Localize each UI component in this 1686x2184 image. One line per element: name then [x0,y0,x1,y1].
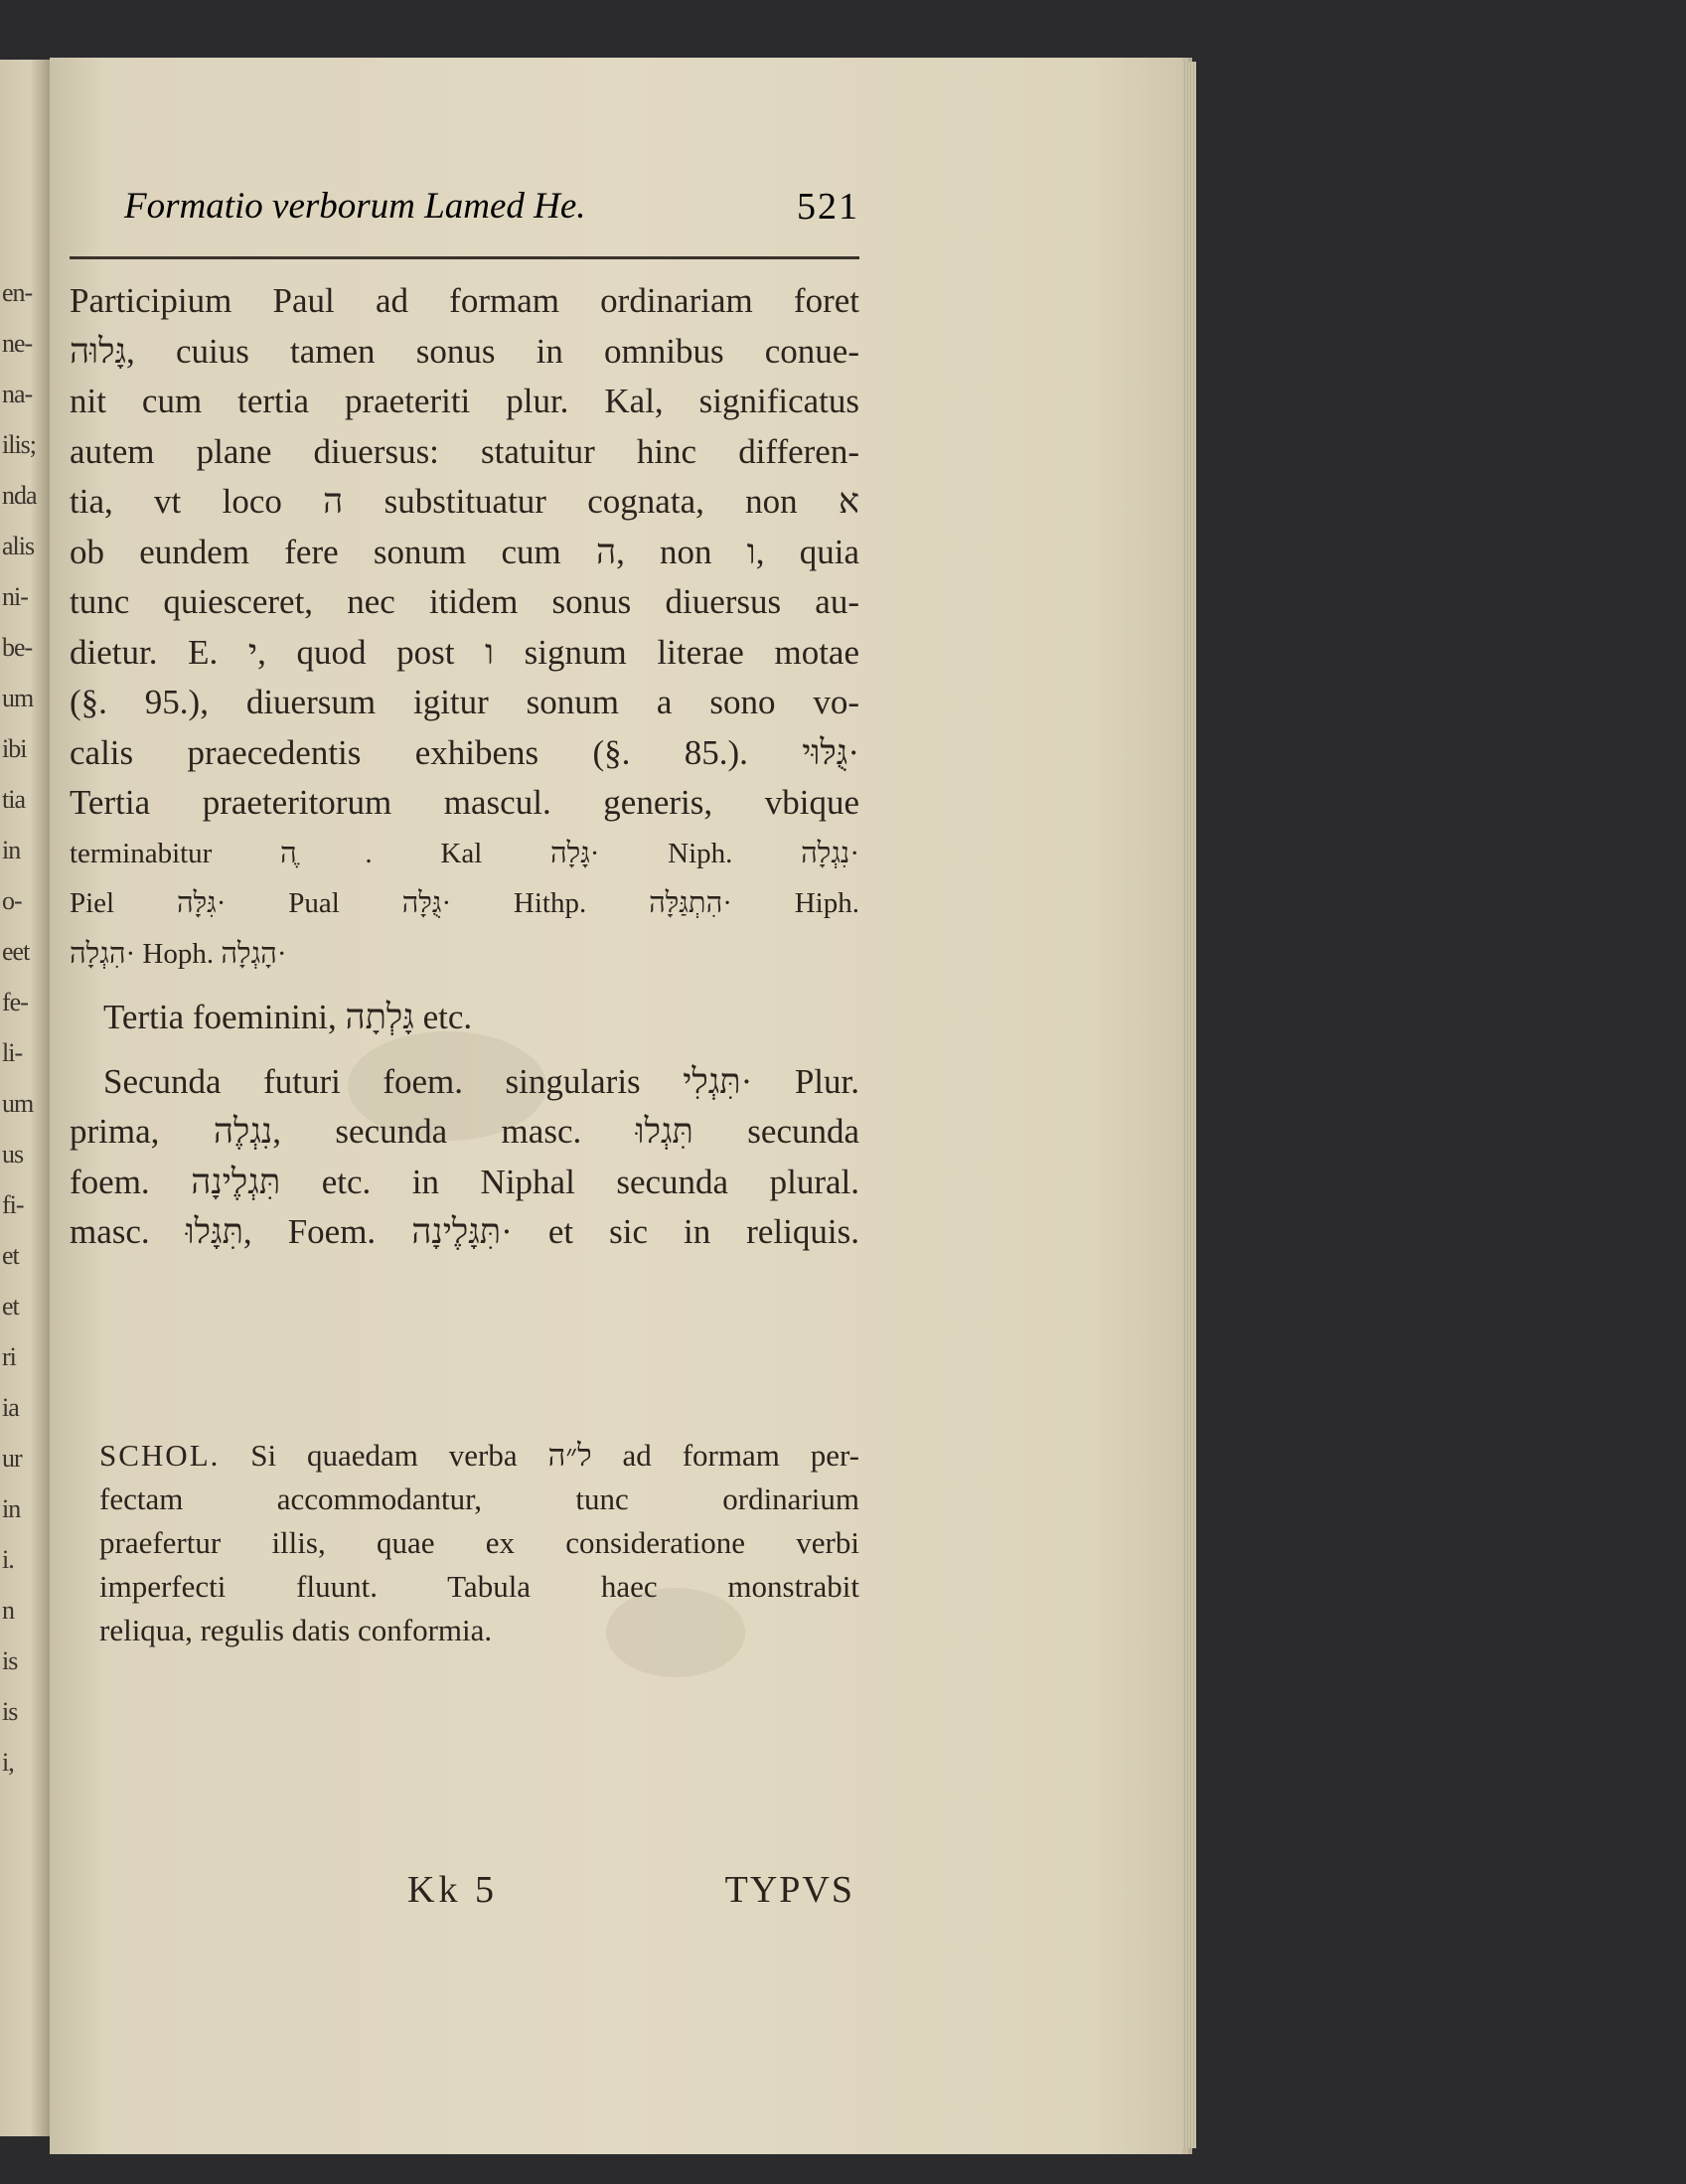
scholion-line: praefertur illis, quae ex consideratione verbi [99,1525,859,1560]
page-edge [1182,62,1196,2148]
text-line: tunc quiesceret, nec itidem sonus diuersus au- [70,582,859,621]
margin-fragment: in [2,1494,21,1523]
text-line: prima, נִגְלֶה, secunda masc. תִּגְלוּ secunda [70,1112,860,1151]
text-line-tertia-foem: Tertia foeminini, גָּלְתָה etc. [103,998,473,1036]
margin-fragment: o- [2,886,22,915]
scholion-label: SCHOL. [99,1438,221,1473]
scholion-line: reliqua, regulis datis conformia. [99,1613,493,1647]
margin-fragment: ia [2,1393,19,1422]
margin-fragment: en- [2,278,33,307]
text-line: גָּלוּה, cuius tamen sonus in omnibus conue- [70,331,859,371]
margin-fragment: et [2,1241,19,1270]
text-line: (§. 95.), diuersum igitur sonum a sono vo- [70,683,859,721]
scholion-line: imperfecti fluunt. Tabula haec monstrabit [99,1569,859,1604]
text-line: ob eundem fere sonum cum ה, non ו, quia [70,532,860,571]
margin-fragment: li- [2,1038,23,1067]
text-line: Tertia praeteritorum mascul. generis, vbique [70,783,859,822]
margin-fragment: us [2,1140,24,1169]
text-line: terminabitur ה ֶ. Kal גָּלָה· Niph. נִגְלָה· [70,837,860,869]
margin-fragment: i, [2,1748,14,1777]
text-line: autem plane diuersus: statuitur hinc differen- [70,431,859,471]
margin-fragment: i. [2,1545,14,1574]
signature-mark: Kk 5 [407,1869,498,1911]
margin-fragment: ne- [2,329,33,358]
margin-fragment: is [2,1646,18,1675]
previous-page-edge [0,60,50,2136]
margin-fragment: um [2,684,34,712]
margin-fragment: ri [2,1342,16,1371]
margin-fragment: ibi [2,734,27,763]
main-text [70,276,859,1258]
margin-fragment: fi- [2,1190,24,1219]
page-footer [407,1868,854,1928]
running-head [75,185,859,244]
margin-fragment: na- [2,380,33,408]
margin-fragment: is [2,1697,18,1726]
margin-fragment: alis [2,532,35,560]
margin-fragment: ilis; [2,430,37,459]
text-line: tia, vt loco ה substituatur cognata, non א [70,482,860,521]
text-line: הִגְלָה· Hoph. הָגְלָה· [70,937,287,970]
margin-fragment: eet [2,937,30,966]
text-line: dietur. E. י, quod post ו signum literae motae [70,632,859,672]
text-line: Participium Paul ad formam ordinariam foret [70,281,859,320]
margin-fragment: in [2,836,21,864]
text-line: Piel גִּלָּה· Pual גֻּלָּה· Hithp. הִתְגַּלָּה· Hiph. [70,887,859,919]
text-line: calis praecedentis exhibens (§. 85.). גֻּלּוּי· [70,732,859,772]
margin-fragment: tia [2,785,25,814]
scholion [99,1434,859,1652]
margin-fragment: et [2,1292,19,1321]
margin-fragment: be- [2,633,33,662]
catchword: TYPVS [724,1869,854,1911]
margin-fragment: ni- [2,582,28,611]
header-rule [70,256,859,259]
text-line: foem. תִּגְלֶינָה etc. in Niphal secunda plural. [70,1162,859,1201]
text-line: Secunda futuri foem. singularis תִּגְלִי· Plur. [103,1061,859,1101]
text-line: nit cum tertia praeteriti plur. Kal, significatus [70,382,859,420]
scholion-line: fectam accommodantur, tunc ordinarium [99,1482,859,1516]
margin-fragment: n [2,1596,14,1625]
margin-fragment: fe- [2,988,28,1016]
running-title: Formatio verborum Lamed He. [124,186,586,227]
text-line: masc. תִּגָּלוּ, Foem. תִּגָּלֶינָה· et sic in reliquis. [70,1212,859,1251]
scholion-line: SCHOL. Si quaedam verba ל״ה ad formam per- [99,1438,859,1473]
margin-fragment: um [2,1089,34,1118]
margin-fragment: ur [2,1444,22,1473]
page-number: 521 [797,186,859,228]
margin-fragment: nda [2,481,37,510]
